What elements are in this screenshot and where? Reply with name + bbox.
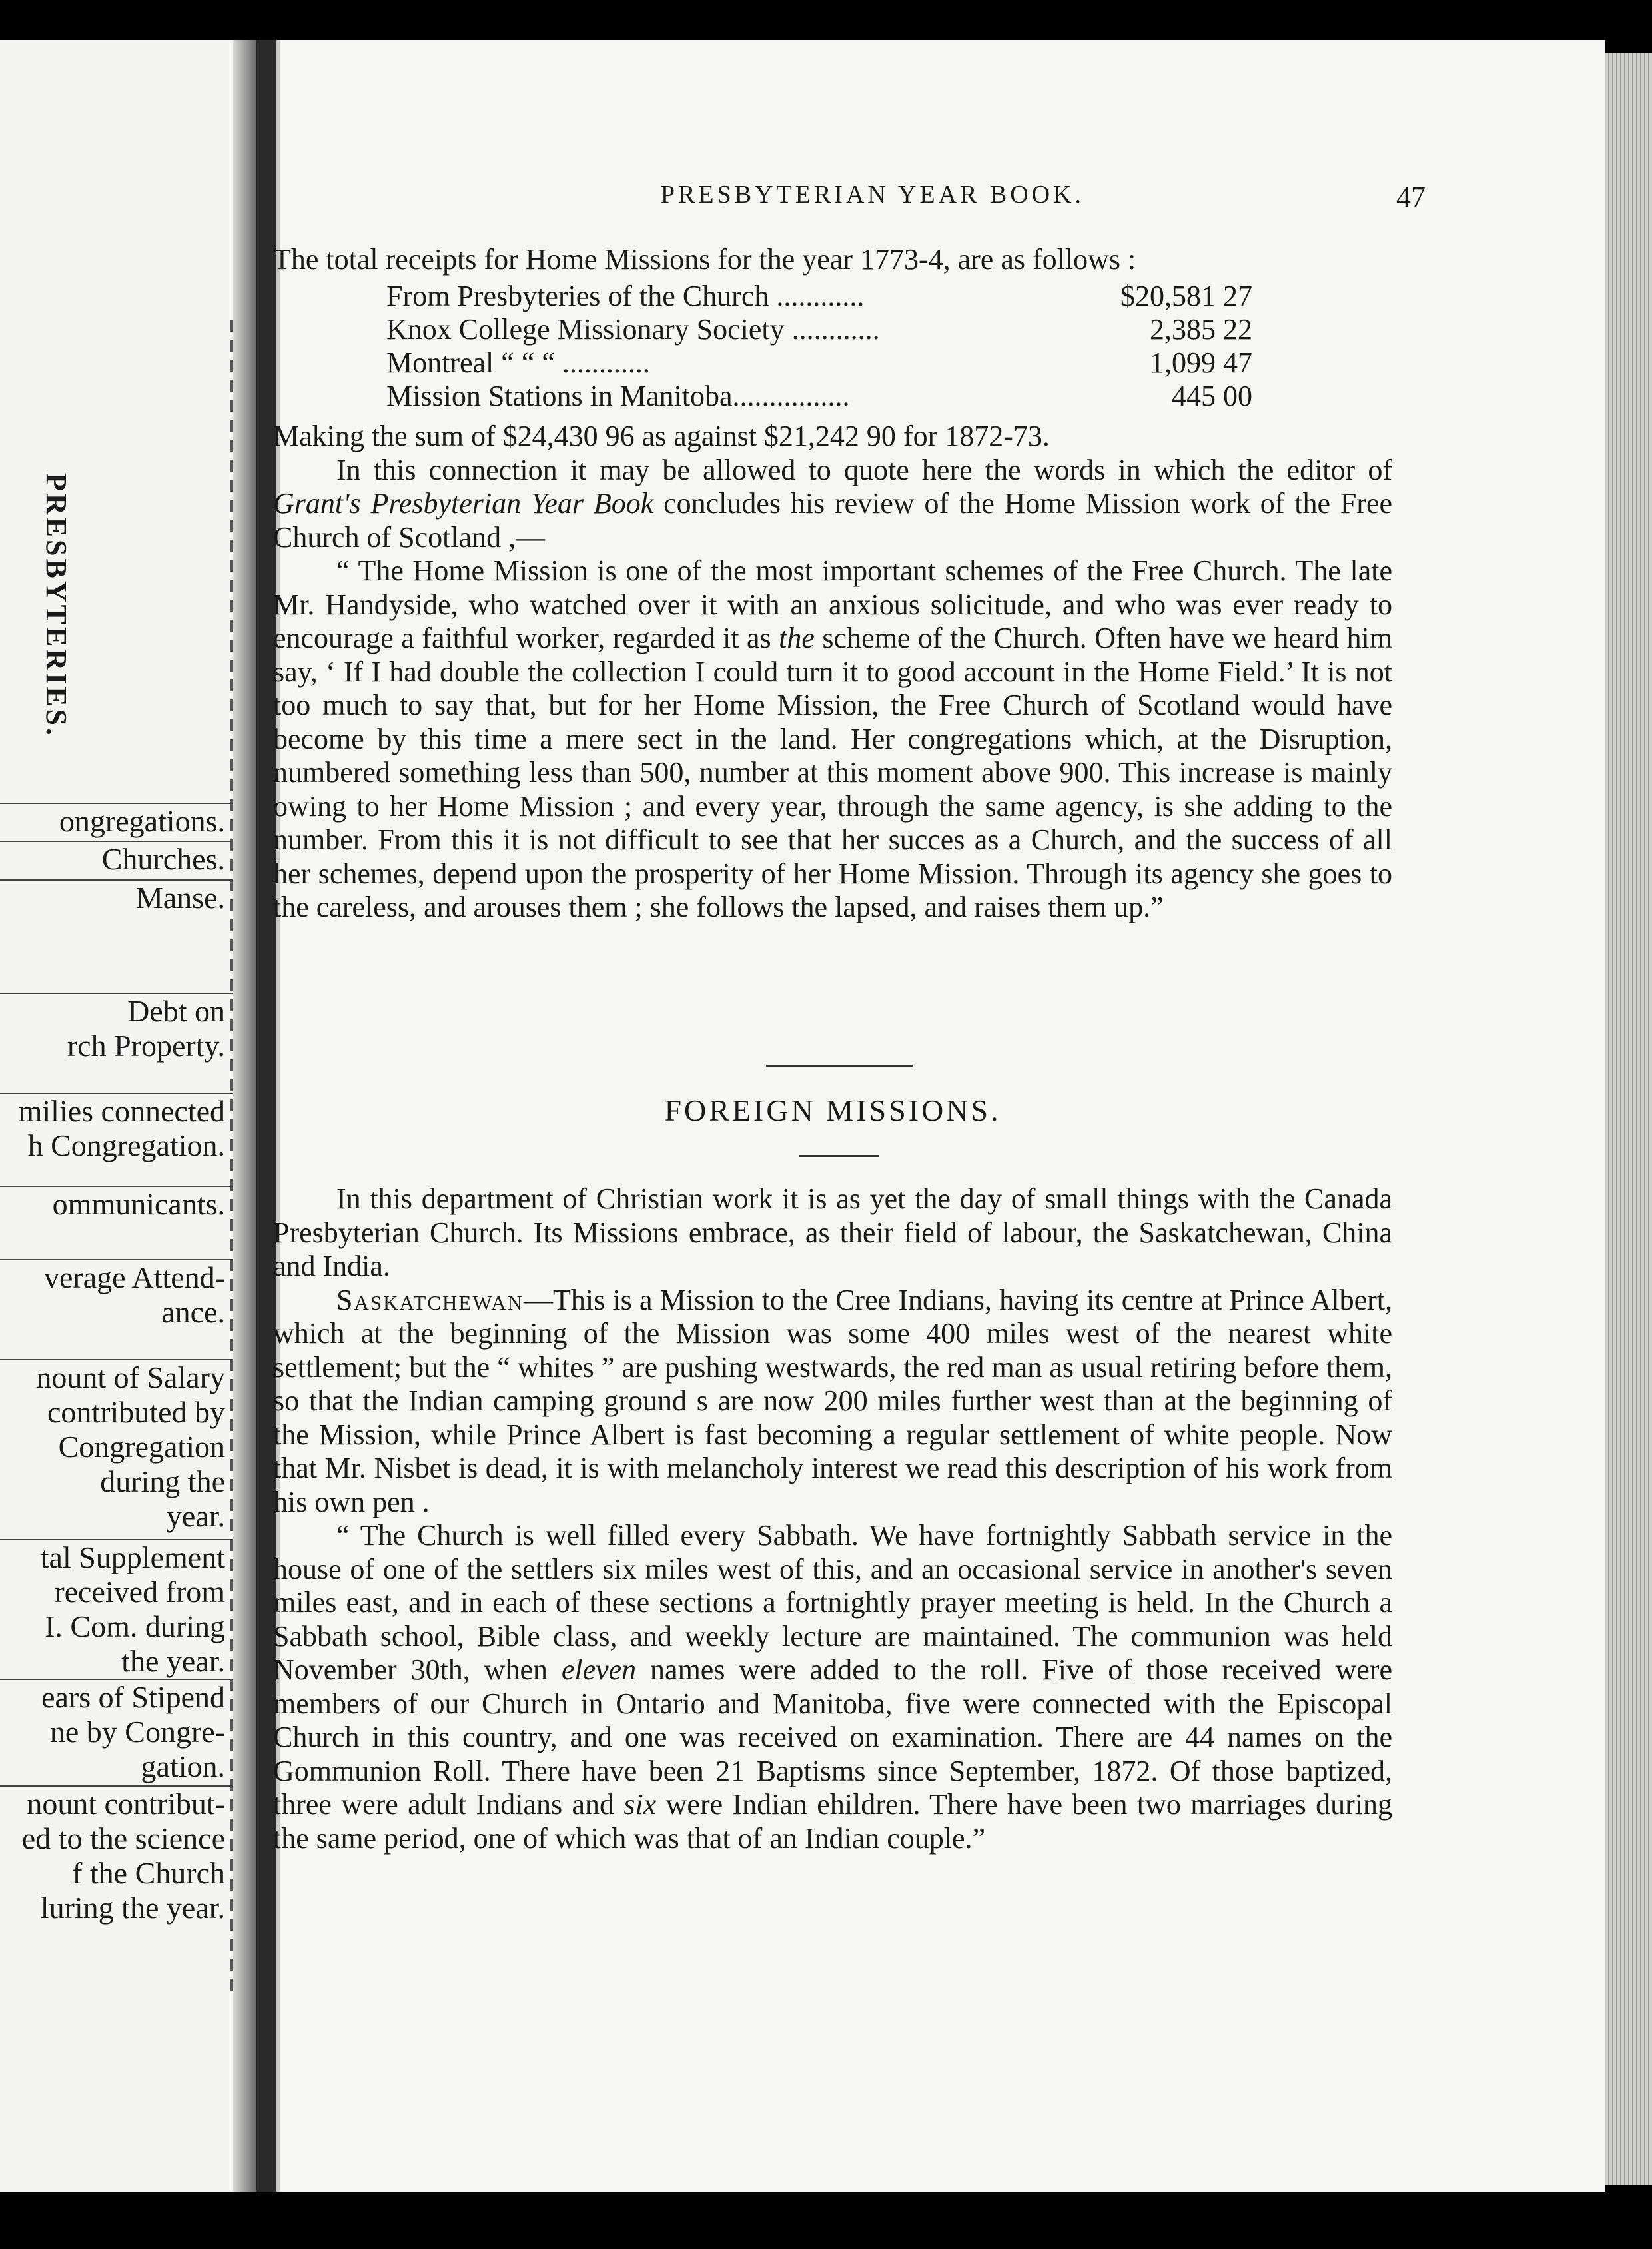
paragraph-quote-home-mission: “ The Home Mission is one of the most important schemes of the Free Church. The late Mr. Handyside, who watched over it with an anxious solicitude, and who was ever ready to encourage a faithful worker, regarded it as the scheme of the Church. Often have we heard him say, ‘ If I had double the collection I could turn it to good account in the Home Field.’ It is not too much to say that, but for her Home Mission, the Free Church of Scotland would have become by this time a mere sect in the land. Her congregations which, at the Disruption, numbered something less than 500, number at this moment above 900. This increase is mainly owing to her Home Mission ; and every year, through the same agency, is she adding to the number. From this it is not difficult to see that her succes as a Church, and the success of all her schemes, depend upon the prosperity of her Home Mission. Through its agency she goes to the careless, and arouses them ; she follows the lapsed, and raises them up.” <box>273 554 1392 923</box>
column-header-line: ne by Congre- <box>49 1715 225 1749</box>
page-edges <box>1605 53 1652 2185</box>
column-header-line: h Congregation. <box>27 1128 225 1162</box>
column-header-line: Congregation <box>58 1430 225 1464</box>
column-header-line: verage Attend- <box>43 1260 225 1294</box>
paragraph-saskatchewan: Saskatchewan—This is a Mission to the Cree Indians, having its centre at Prince Albert, which at the beginning of the Mission was some 400 miles west of the nearest white settlement; but the “ whites ” are pushing westwards, the red man as usual retiring before them, so that the Indian camping ground s are now 200 miles further west than at the beginning of the Mission, while Prince Albert is fast becoming a regular settlement of white people. Now that Mr. Nisbet is dead, it is with melancholy interest we read this description of his work from his own pen . <box>273 1283 1392 1518</box>
column-header-line: nount contribut- <box>27 1787 225 1821</box>
column-header <box>0 879 233 915</box>
column-header-line: f the Church <box>72 1856 225 1890</box>
column-header-line: contributed by <box>47 1395 225 1429</box>
left-page <box>0 40 233 2192</box>
column-header <box>0 1093 233 1163</box>
column-header <box>0 1259 233 1330</box>
home-missions-body <box>273 420 1392 925</box>
receipt-row: Montreal “ “ “ ............ 1,099 47 <box>386 346 1252 379</box>
column-header-line: Debt on <box>127 994 225 1028</box>
column-header-line: nount of Salary <box>36 1360 225 1394</box>
column-header-line: Churches. <box>101 842 225 876</box>
column-header-line: during the <box>100 1464 225 1498</box>
receipt-row: Mission Stations in Manitoba................ 445 00 <box>386 380 1252 412</box>
column-header-line: ance. <box>161 1295 225 1329</box>
receipts-table <box>386 280 1252 413</box>
column-header <box>0 1785 233 1925</box>
column-header-line: year. <box>166 1499 225 1533</box>
column-header-line: milies connected <box>18 1094 225 1128</box>
receipt-row: From Presbyteries of the Church ............ $20,581 27 <box>386 280 1252 312</box>
column-header <box>0 1186 233 1222</box>
column-header-line: gation. <box>141 1749 225 1783</box>
running-title: PRESBYTERIAN YEAR BOOK. <box>660 181 1085 209</box>
rotated-section-title: PRESBYTERIES. <box>40 473 73 739</box>
column-header-line: rch Property. <box>67 1029 225 1063</box>
receipts-intro: The total receipts for Home Missions for the year 1773-4, are as follows : <box>273 243 1136 276</box>
section-heading: FOREIGN MISSIONS. <box>664 1093 1001 1127</box>
column-header-line: Manse. <box>135 881 225 915</box>
receipts-summary: Making the sum of $24,430 96 as against $21,242 90 for 1872-73. <box>273 420 1050 452</box>
column-header <box>0 993 233 1063</box>
column-header-line: I. Com. during <box>45 1609 225 1643</box>
divider-rule <box>799 1155 879 1157</box>
column-header-line: ears of Stipend <box>41 1680 225 1714</box>
column-header <box>0 1359 233 1534</box>
column-header <box>0 1679 233 1784</box>
column-header-line: ommunicants. <box>52 1187 225 1221</box>
receipt-row: Knox College Missionary Society ............ 2,385 22 <box>386 313 1252 346</box>
page-number: 47 <box>1396 181 1426 213</box>
column-header <box>0 841 233 877</box>
paragraph-connection: In this connection it may be allowed to quote here the words in which the editor of Grant's Presbyterian Year Book concludes his review of the Home Mission work of the Free Church of Scotland ,— <box>273 453 1393 554</box>
paragraph-quote-church: “ The Church is well filled every Sabbath. We have fortnightly Sabbath service in the house of one of the settlers six miles west of this, and an occasional service in another's seven miles east, and in each of these sections a fortnightly prayer meeting is held. In the Church a Sabbath school, Bible class, and weekly lecture are maintained. The communion was held November 30th, when eleven names were added to the roll. Five of those received were members of our Church in Ontario and Manitoba, five were connected with the Episcopal Church in this country, and one was received on examination. There are 44 names on the Gommunion Roll. There have been 21 Baptisms since September, 1872. Of those baptized, three were adult Indians and six were Indian ehildren. There have been two marriages during the same period, one of which was that of an Indian couple.” <box>273 1519 1392 1855</box>
column-header-line: ongregations. <box>59 804 225 838</box>
divider-rule <box>766 1065 913 1067</box>
column-header-line: luring the year. <box>40 1891 225 1925</box>
column-header-line: tal Supplement <box>40 1540 225 1574</box>
column-header-line: ed to the science <box>21 1821 225 1855</box>
column-header-line: received from <box>54 1575 225 1609</box>
column-header-line: the year. <box>121 1644 225 1678</box>
column-header <box>0 1539 233 1679</box>
column-header <box>0 803 233 839</box>
foreign-missions-body <box>273 1182 1392 1855</box>
paragraph-foreign-intro: In this department of Christian work it is as yet the day of small things with the Canada Presbyterian Church. Its Missions embrace, as their field of labour, the Saskatchewan, China and India. <box>273 1182 1392 1282</box>
